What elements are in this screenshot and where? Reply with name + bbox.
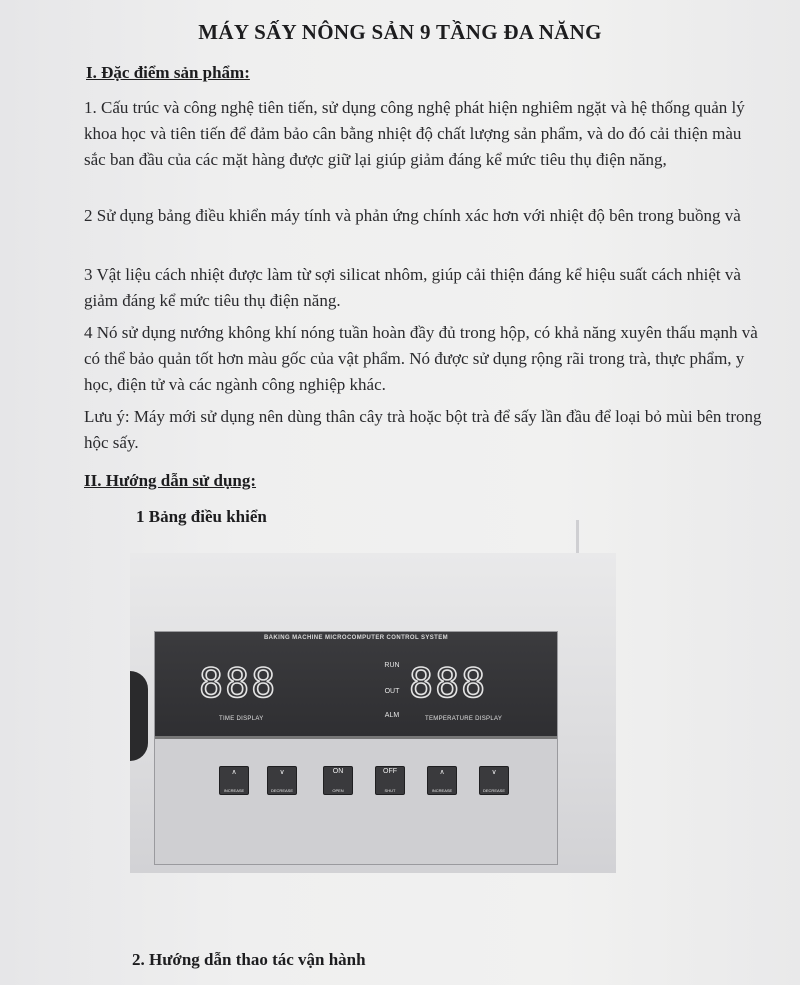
key-label: SHUT	[384, 788, 396, 793]
out-indicator: OUT	[384, 688, 400, 695]
section-1-heading: I. Đặc điểm sản phẩm:	[86, 63, 250, 82]
temperature-display-caption: TEMPERATURE DISPLAY	[425, 716, 503, 722]
time-display-caption: TIME DISPLAY	[219, 716, 264, 722]
control-panel-photo	[130, 553, 616, 873]
time-display-digits: 888	[199, 661, 278, 707]
key-label: DECREASE	[270, 788, 293, 793]
alm-indicator: ALM	[384, 712, 400, 719]
on-key	[323, 766, 353, 795]
time-decrease-key	[267, 766, 297, 795]
chevron-up-icon: ∧	[439, 769, 445, 776]
note-paragraph: Lưu ý: Máy mới sử dụng nên dùng thân cây trà hoặc bột trà để sấy lần đầu để loại bỏ mùi bên trong hộc sấy.	[84, 407, 762, 452]
key-label: DECREASE	[482, 788, 505, 793]
chevron-up-icon: ∧	[231, 769, 237, 776]
feature-paragraph-3: 3 Vật liệu cách nhiệt được làm từ sợi silicat nhôm, giúp cải thiện đáng kể hiệu suất cách nhiệt và giảm đáng kể mức tiêu thụ điện năng.	[84, 265, 741, 310]
key-label: INCREASE	[223, 788, 245, 793]
document-title: MÁY SẤY NÔNG SẢN 9 TẦNG ĐA NĂNG	[198, 20, 602, 44]
feature-paragraph-2: 2 Sử dụng bảng điều khiển máy tính và phản ứng chính xác hơn với nhiệt độ bên trong buồng và	[84, 206, 741, 225]
operation-guide-subheading: 2. Hướng dẫn thao tác vận hành	[132, 950, 366, 969]
temperature-display-digits: 888	[409, 661, 488, 707]
control-panel	[154, 631, 558, 865]
control-panel-subheading: 1 Bảng điều khiển	[136, 507, 267, 526]
door-handle	[130, 671, 148, 761]
feature-paragraph-4: 4 Nó sử dụng nướng không khí nóng tuần hoàn đầy đủ trong hộp, có khả năng xuyên thấu mạnh và có thể bảo quản tốt hơn màu gốc của vật phẩm. Nó được sử dụng rộng rãi trong trà, thực phẩm, y học, điện tử và các ngành công nghiệp khác.	[84, 323, 758, 394]
system-label: BAKING MACHINE MICROCOMPUTER CONTROL SYSTEM	[263, 635, 449, 641]
off-key	[375, 766, 405, 795]
paper-crease	[576, 520, 579, 556]
off-key-text: OFF	[383, 768, 397, 775]
time-increase-key	[219, 766, 249, 795]
key-label: INCREASE	[431, 788, 453, 793]
run-indicator: RUN	[384, 662, 400, 669]
section-2-heading: II. Hướng dẫn sử dụng:	[84, 471, 257, 490]
chevron-down-icon: ∨	[279, 769, 285, 776]
chevron-down-icon: ∨	[491, 769, 497, 776]
display-band	[155, 632, 557, 739]
key-label: OPEN	[332, 788, 344, 793]
on-key-text: ON	[332, 768, 344, 775]
temperature-decrease-key	[479, 766, 509, 795]
temperature-increase-key	[427, 766, 457, 795]
feature-paragraph-1: 1. Cấu trúc và công nghệ tiên tiến, sử dụng công nghệ phát hiện nghiêm ngặt và hệ thống quản lý khoa học và tiên tiến để đảm bảo cân bằng nhiệt độ chất lượng sản phẩm, và do đó cải thiện màu sắc ban đầu của các mặt hàng được giữ lại giúp giảm đáng kể mức tiêu thụ điện năng,	[84, 98, 745, 169]
